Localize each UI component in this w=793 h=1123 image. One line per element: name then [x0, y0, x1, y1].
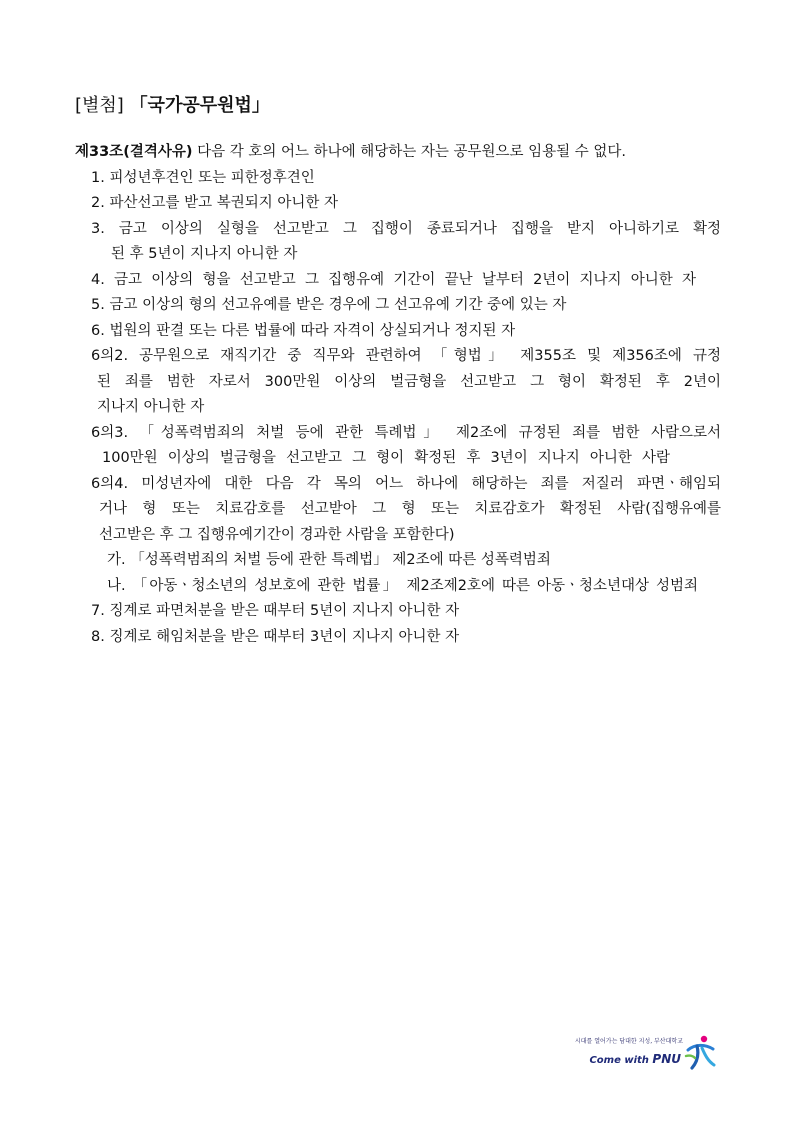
clause-5: 5. 금고 이상의 형의 선고유예를 받은 경우에 그 선고유예 기간 중에 있는 자: [91, 297, 567, 313]
clause-3-line-2: 된 후 5년이 지나지 아니한 자: [111, 246, 298, 262]
clause-6-3-line-2: 100만원 이상의 벌금형을 선고받고 그 형이 확정된 후 3년이 지나지 아니한 사람: [102, 450, 670, 466]
clause-6-4-line-2: 거나 형 또는 치료감호를 선고받아 그 형 또는 치료감호가 확정된 사람(집행유예를: [99, 501, 721, 517]
clause-6-3-line-1: 6의3. 「성폭력범죄의 처벌 등에 관한 특례법」 제2조에 규정된 죄를 범한 사람으로서: [91, 425, 721, 441]
clause-4: 4. 금고 이상의 형을 선고받고 그 집행유예 기간이 끝난 날부터 2년이 지나지 아니한 자: [91, 272, 696, 288]
clause-6-2-line-3: 지나지 아니한 자: [97, 399, 205, 415]
article-heading: [75, 140, 626, 164]
attachment-title: [75, 93, 270, 119]
brand-name: PNU: [652, 1052, 681, 1066]
item-ga: 가. 「성폭력범죄의 처벌 등에 관한 특례법」 제2조에 따른 성폭력범죄: [107, 552, 551, 568]
article-number: 제33조(결격사유): [75, 144, 193, 160]
item-na: 나. 「아동ㆍ청소년의 성보호에 관한 법률」 제2조제2호에 따른 아동ㆍ청소년대상 성범죄: [107, 578, 698, 594]
brand-mark: [589, 1052, 681, 1066]
clause-6-2-line-1: 6의2. 공무원으로 재직기간 중 직무와 관련하여 「형법」 제355조 및 제356조에 규정: [91, 348, 721, 364]
brand-prefix: Come with: [589, 1055, 653, 1066]
clause-2: 2. 파산선고를 받고 복권되지 아니한 자: [91, 195, 338, 211]
clause-1: 1. 피성년후견인 또는 피한정후견인: [91, 170, 315, 186]
article-intro: 다음 각 호의 어느 하나에 해당하는 자는 공무원으로 임용될 수 없다.: [197, 144, 626, 160]
university-slogan: 시대를 열어가는 담대한 지성, 부산대학교: [574, 1038, 683, 1045]
law-title: 「국가공무원법」: [129, 95, 270, 116]
clause-6: 6. 법원의 판결 또는 다른 법률에 따라 자격이 상실되거나 정지된 자: [91, 323, 516, 339]
clause-6-4-line-3: 선고받은 후 그 집행유예기간이 경과한 사람을 포함한다): [99, 527, 455, 543]
clause-7: 7. 징계로 파면처분을 받은 때부터 5년이 지나지 아니한 자: [91, 603, 460, 619]
clause-6-4-line-1: 6의4. 미성년자에 대한 다음 각 목의 어느 하나에 해당하는 죄를 저질러 파면ㆍ해임되: [91, 476, 721, 492]
clause-3-line-1: 3. 금고 이상의 실형을 선고받고 그 집행이 종료되거나 집행을 받지 아니하기로 확정: [91, 221, 721, 237]
clause-8: 8. 징계로 해임처분을 받은 때부터 3년이 지나지 아니한 자: [91, 629, 460, 645]
university-footer: [565, 1034, 725, 1074]
attachment-tag: [별첨]: [75, 95, 124, 116]
pnu-logo-icon: [683, 1034, 717, 1070]
clause-6-2-line-2: 된 죄를 범한 자로서 300만원 이상의 벌금형을 선고받고 그 형이 확정된 후 2년이: [97, 374, 721, 390]
